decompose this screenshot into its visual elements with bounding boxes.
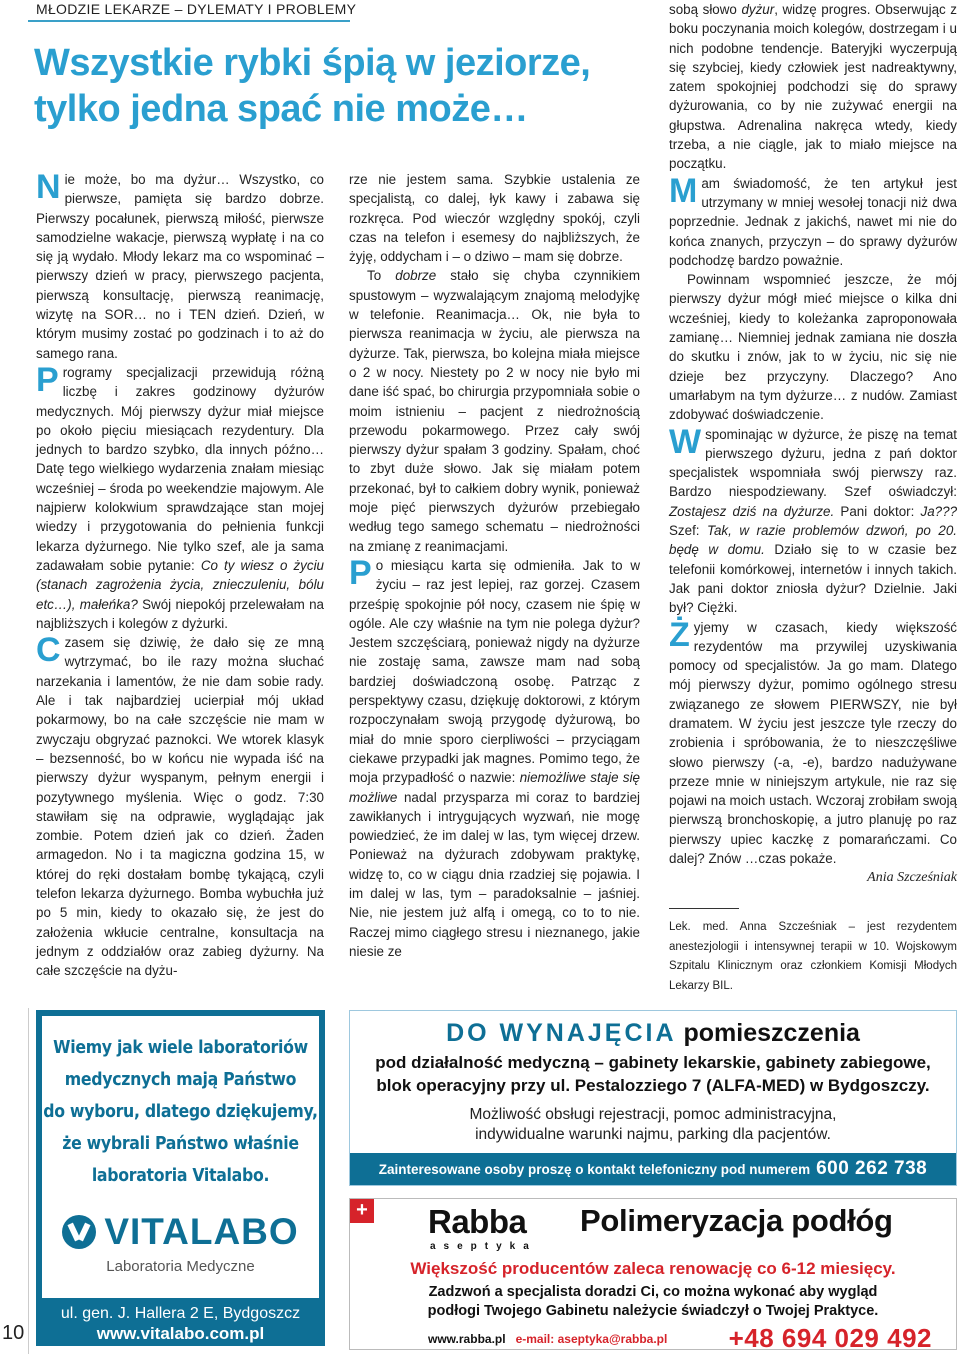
italic-text: dobrze xyxy=(395,268,437,284)
rental-note xyxy=(350,1105,956,1145)
article-column-2 xyxy=(349,170,640,961)
drop-cap: W xyxy=(669,422,702,461)
vitalabo-line: laboratoria Vitalabo. xyxy=(91,1166,270,1186)
paragraph-text: ie może, bo ma dyżur… Wszystko, co pierwsze, pamięta się bardzo dobrze. Pierwszy pocałunek, pierwszą miłość, pierwsze samodzielne wakacje, pierwszą wypłatę i na co się ją wydało. Młody lekarz ma co wspominać – pierwszy dzień w pracy, pierwszego pacjenta, pierwszą konsultację, pierwszą reanimację, wizytę na SOR… no i TEN dzień. Dzień, w którym musimy zostać po godzinach i to aż do samego rana. xyxy=(36,172,324,361)
vitalabo-line: Wiemy jak wiele laboratoriów xyxy=(53,1038,308,1058)
paragraph: Powinnam wspomnieć jeszcze, że mój pierwszy dyżur mógł mieć miejsce o kilka dni wcześniej, kiedy to koleżanka zaproponowała zamianę… Niemniej jednak zamiana nie doszła do skutku i znów, jak to w życiu, nic się nie dzieje bez przyczyny. Dlaczego? Ano umarłabym na tym dyżurze… z nudów. Zamiast zdobywać doświadczenie. xyxy=(669,272,957,423)
rabba-phone-number[interactable]: +48 694 029 492 xyxy=(728,1323,932,1353)
vitalabo-panel xyxy=(42,1016,319,1298)
italic-text: Zostajesz dziś na dyżurze. xyxy=(669,503,835,519)
rabba-email-link[interactable]: e-mail: aseptyka@rabba.pl xyxy=(515,1331,668,1346)
rabba-logo-subtitle: aseptyka xyxy=(430,1241,537,1252)
italic-text: niemożliwe staje się możliwe xyxy=(349,770,640,805)
author-signature: Ania Szcześniak xyxy=(867,870,957,886)
paragraph-text: Szef: xyxy=(669,523,708,539)
paragraph-text: stało się chyba czynnikiem spustowym – wyzwalającym znajomą melodyjkę w telefonie. Reanimacja… Ok, nie była to pierwsza reanimacja w życiu, ale pierwsza na dyżurze. Tak, pierwsza, bo kolejna miała miejsce o 2 w nocy. Niestety po 2 w nocy nie było mi dane iść spać, bo chirurgia przypomniała sobie o moim istnieniu – pacjent z niedrożnością przewodu pokarmowego. Przez cały swój pierwszy dyżur spałam 3 godziny. Spałam, choć to zbyt duże słowo. Jak się miałam potem przekonać, był to całkiem dobry wynik, ponieważ moje pięć pierwszych dyżurów przebiegało według tego samego schematu – niedrożności na zmianę z reanimacjami. xyxy=(349,268,640,554)
paragraph-text: sobą słowo xyxy=(669,2,742,17)
paragraph-text: rogramy specjalizacji przewidują różną liczbę i zakres godzinowy dyżurów medycznych. Mój pierwszy dyżur miał miejsce po około pięciu miesiącach rezydentury. Dla jednych to bardzo szybko, dla innych późno… Datę tego wielkiego wydarzenia znałam miesiąc wcześniej – środa po weekendzie majowym. Ale najpierw kolokwium sprawdzające stan mojej wiedzy i przygotowania do pełnienia funkcji lekarza dyżurnego. Nie tylko szef, ale ja sama zadawałam sobie pytanie: xyxy=(36,364,324,573)
article-column-3 xyxy=(669,0,957,888)
paragraph-text: To xyxy=(367,268,396,284)
paragraph xyxy=(669,422,958,618)
rental-title-rest: pomieszczenia xyxy=(683,1019,860,1047)
italic-text: Ja??? xyxy=(920,503,958,519)
rental-title-highlight: DO WYNAJĘCIA xyxy=(446,1019,677,1047)
vitalabo-website-link[interactable]: www.vitalabo.com.pl xyxy=(96,1324,265,1343)
vitalabo-line: medycznych mają Państwo xyxy=(64,1070,297,1090)
rabba-logo-name: Rabba xyxy=(428,1203,527,1240)
paragraph-text: spominając w dyżurce, że piszę na temat pierwszego dyżuru, jedna z pań doktor specjalistek wspomniała swój pierwszy raz. Bardzo niespodziewany. Szef oświadczył: xyxy=(669,426,957,500)
vitalabo-message xyxy=(42,1032,319,1192)
rental-phone-number[interactable]: 600 262 738 xyxy=(816,1158,928,1179)
rental-subtitle-line: pod działalność medyczną – gabinety lekarskie, gabinety zabiegowe, xyxy=(375,1053,931,1072)
rabba-body-line: Zadzwoń a specjalista doradzi Ci, co można wykonać aby wygląd xyxy=(428,1284,878,1300)
vitalabo-logo-subtitle: Laboratoria Medyczne xyxy=(106,1258,255,1275)
rabba-body xyxy=(350,1283,956,1321)
drop-cap: P xyxy=(349,553,372,592)
paragraph xyxy=(669,171,957,270)
article-column-1 xyxy=(36,170,324,980)
paragraph xyxy=(669,0,957,174)
rabba-headline: Polimeryzacja podłóg xyxy=(580,1203,893,1238)
headline-line-2: tylko jedna spać nie może… xyxy=(34,88,528,130)
drop-cap: Ż xyxy=(669,615,690,654)
paragraph-text: Pani doktor: xyxy=(834,503,921,519)
page-number: 10 xyxy=(2,1322,25,1344)
rabba-advertisement xyxy=(349,1198,957,1353)
vitalabo-address: ul. gen. J. Hallera 2 E, Bydgoszcz xyxy=(60,1305,301,1322)
drop-cap: P xyxy=(36,360,59,399)
paragraph-text: yjemy w czasach, kiedy większość rezydentów ma przywilej uzyskiwania pomocy od specjalistów. Ja go mam. Dlatego mój pierwszy dyżur, pomimo ogólnego stresu związanego ze słowem PIERWSZY, nie był dramatem. W życiu jest jeszcze tyle rzeczy do zrobienia i spróbowania, że to nieszczęśliwe słowo pierwszy (-a, -e), bardzo nadużywane przeze mnie w niniejszym artykule, nie raz się pojawi na moich ustach. Wczoraj zrobiłam swoją pierwszą bronchoskopię, a jutro planuję po raz pierwszy upiec kaczkę z pomarańczami. Co dalej? Znów …czas pokaże. xyxy=(669,619,957,867)
paragraph: rze nie jestem sama. Szybkie ustalenia ze specjalistą, co dalej, łyk kawy i zabawa się rozkręca. Pod wieczór względny spokój, czyli czas na telefon i esemesy do najbliższych, że żyję, oddycham i – o dziwo – mam się dobrze. xyxy=(349,172,640,265)
vitalabo-line: do wyboru, dlatego dziękujemy, xyxy=(43,1102,318,1122)
rental-note-line: indywidualne warunki najmu, parking dla pacjentów. xyxy=(475,1126,831,1143)
rabba-red-line: Większość producentów zaleca renowację co 6-12 miesięcy. xyxy=(410,1259,896,1278)
drop-cap: C xyxy=(36,631,61,670)
paragraph-text: nadal przysparza mi coraz to bardziej zawikłanych i intrygujących wyzwań, nie mogę powiedzieć, że im dalej w las, tym więcej drzew. Ponieważ na dyżurach zdobywam praktykę, widzę to, co w ciągu dnia rzadziej się pojawia. I im dalej w las, tym – paradoksalnie – jaśniej. Nie, nie jestem już alfą i omegą, co to to nie. Raczej mimo ciągłego stresu i nieznanego, jakie niesie ze xyxy=(349,789,640,959)
drop-cap: N xyxy=(36,168,61,206)
vitalabo-advertisement[interactable] xyxy=(36,1010,325,1346)
vitalabo-logo-icon xyxy=(62,1215,96,1249)
rental-contact-bar xyxy=(350,1153,956,1185)
paragraph xyxy=(349,553,640,961)
rental-advertisement xyxy=(349,1010,957,1186)
rental-subtitle xyxy=(350,1051,956,1097)
italic-text: Co ty wiesz o życiu (stanach zagrożenia życia, znieczuleniu, bólu etc…), małeńka? xyxy=(36,557,324,612)
paragraph xyxy=(669,615,957,869)
paragraph-text: am świadomość, że ten artykuł jest utrzymany w mniej wesołej tonacji niż dwa poprzednie. Jednak z jakichś, nawet mi nie do końca znanych, przyczyn – do sprawy dyżurów podchodzę bardzo poważnie. xyxy=(669,175,957,268)
paragraph xyxy=(36,633,324,980)
section-label: MŁODZIE LEKARZE – DYLEMATY I PROBLEMY xyxy=(36,1,357,17)
vitalabo-line: że wybrali Państwo właśnie xyxy=(62,1134,299,1154)
red-cross-icon: + xyxy=(350,1199,374,1223)
paragraph-text: o miesiącu karta się odmieniła. Jak to w życiu – raz jest lepiej, raz gorzej. Czasem prześpię spokojnie pół nocy, czasem nie śpię w ogóle. Ale czy właśnie na tym nie polega dyżur? Jestem szczęściarą, ponieważ nigdy na dyżurze nie zostaję sama, zawsze mam nad sobą bardziej doświadczoną osobę. Patrząc z perspektywy czasu, dziękuję doktorowi, z którym rozpoczynałam swoją przygodę dyżurową, bo miał do mnie sporo cierpliwości – przyciągam ciekawe przypadki jak magnes. Pomimo tego, że moja przypadłość o nazwie: xyxy=(349,557,640,786)
article-headline xyxy=(34,40,634,132)
rental-subtitle-line: blok operacyjny przy ul. Pestalozziego 7 (ALFA-MED) w Bydgoszczy. xyxy=(376,1076,930,1095)
italic-text: dyżur xyxy=(741,2,775,17)
vitalabo-logo-name: VITALABO xyxy=(104,1211,299,1252)
rabba-body-line: podłogi Twojego Gabinetu należycie świadczył o Twojej Praktyce. xyxy=(427,1303,879,1319)
rental-note-line: Możliwość obsługi rejestracji, pomoc administracyjna, xyxy=(469,1106,837,1123)
bio-divider xyxy=(669,908,739,909)
rental-title xyxy=(350,1017,956,1049)
rabba-website-link[interactable]: www.rabba.pl xyxy=(428,1331,506,1346)
paragraph-text: zasem się dziwię, że dało się ze mną wytrzymać, bo ile razy można słuchać narzekania i lamentów, że nie dam sobie rady. Ale i tak najbardziej ucierpiał mój układ pokarmowy, bo na całe szczęście nie mam w zwyczaju obgryzać paznokci. We wtorek klasyk – bezsenność, bo w końcu nie wypada iść na pierwszy dyżur wyspanym, pełnym energii i pozytywnego myślenia. Więc o godz. 7:30 stawiłam się na odprawie, wyglądając jak zombie. Potem dzień jak co dzień. Żaden armagedon. No i ta magiczna godzina 15, w której do ręki dostałam bombę tykającą, czyli telefon lekarza dyżurnego. Bomba wybuchła już po 5 min, kiedy to okazało się, że jest do założenia wkłucie centralne, konsultacja na jednym z oddziałów oraz zabieg dyżurny. Na całe szczęście na dyżu- xyxy=(36,635,324,979)
italic-text: Tak, w razie problemów dzwoń, po 20. będę w domu. xyxy=(669,523,957,558)
drop-cap: M xyxy=(669,171,698,210)
author-bio: Lek. med. Anna Szcześniak – jest rezydentem anestezjologii i intensywnej terapii w 10. Wojskowym Szpitalu Klinicznym oraz członkiem Komisji Młodych Lekarzy BIL. xyxy=(669,921,957,992)
paragraph-text: , widzę progres. Obserwując z boku poczynania moich kolegów, dostrzegam i u nich podobne tendencje. Bateryjki wyczerpują się szybciej, kiedy człowiek jest nadreaktywny, zatem spokojniej podchodzi się do sprawy dyżurowania, co by nie zużywać energii na głupstwa. Adrenalina nakręca wtedy, kiedy trzeba, a nie ciągle, jak to miało miejsce na początku. xyxy=(669,2,957,172)
paragraph xyxy=(349,266,640,555)
paragraph xyxy=(36,360,324,633)
rabba-footer xyxy=(428,1323,932,1354)
section-rule xyxy=(28,20,350,22)
paragraph xyxy=(36,170,324,363)
page-margin-rule xyxy=(28,1008,29,1354)
rental-contact-text: Zainteresowane osoby proszę o kontakt telefoniczny pod numerem xyxy=(378,1161,811,1177)
headline-line-1: Wszystkie rybki śpią w jeziorze, xyxy=(34,42,591,84)
vitalabo-logo xyxy=(42,1212,319,1252)
paragraph-text: Działo się to w czasie bez telefonii komórkowej, internetów i innych takich. Jak pani doktor zniosła dyżur? Dzielnie. Jaki był? Ciężki. xyxy=(669,542,957,616)
paragraph-text: Swój niepokój przelewałam na najbliższych i kolegów z dyżurki. xyxy=(36,596,324,631)
